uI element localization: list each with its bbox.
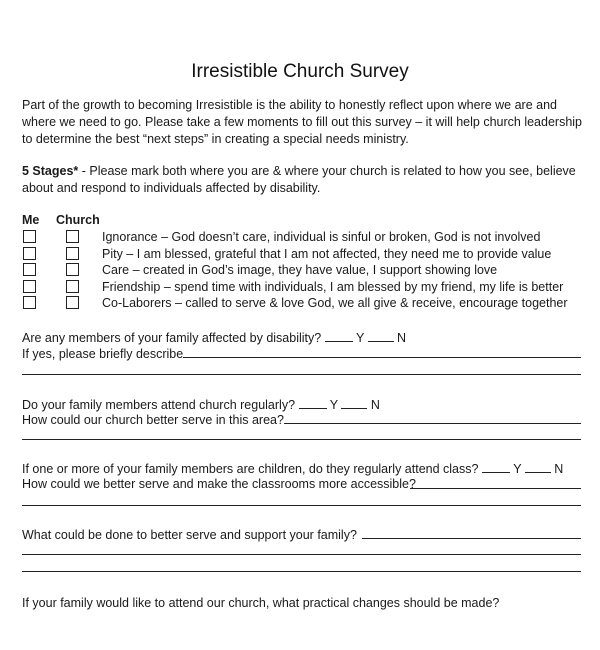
stage-label: Friendship – spend time with individuals, I am blessed by my friend, my life is better [102, 280, 564, 294]
me-checkbox[interactable] [23, 296, 36, 309]
yes-label: Y [355, 331, 365, 345]
yes-label: Y [329, 398, 338, 412]
column-header-church: Church [56, 213, 100, 227]
answer-line[interactable] [22, 374, 581, 375]
page-title: Irresistible Church Survey [191, 61, 409, 82]
stage-row [0, 246, 600, 262]
yes-blank[interactable] [325, 329, 353, 342]
church-checkbox[interactable] [66, 296, 79, 309]
question-describe: If yes, please briefly describe [22, 347, 184, 361]
answer-line[interactable] [284, 423, 581, 424]
stages-instructions [22, 163, 592, 197]
answer-line[interactable] [183, 357, 581, 358]
stage-label: Co-Laborers – called to serve & love God, we all give & receive, encourage together [102, 296, 568, 310]
stage-label: Ignorance – God doesn’t care, individual is sinful or broken, God is not involved [102, 230, 541, 244]
question-serve-area: How could our church better serve in this area? [22, 413, 284, 427]
answer-line[interactable] [22, 505, 581, 506]
question-text: Do your family members attend church regularly? [22, 398, 296, 412]
yes-blank[interactable] [482, 460, 510, 473]
answer-line[interactable] [410, 488, 581, 489]
no-label: N [554, 462, 564, 476]
column-header-me: Me [22, 213, 40, 227]
no-label: N [370, 398, 380, 412]
church-checkbox[interactable] [66, 280, 79, 293]
no-blank[interactable] [368, 329, 394, 342]
question-attend-class [22, 460, 563, 477]
church-checkbox[interactable] [66, 230, 79, 243]
no-label: N [397, 331, 407, 345]
stage-label: Pity – I am blessed, grateful that I am not affected, they need me to provide value [102, 247, 552, 261]
no-blank[interactable] [341, 396, 367, 409]
answer-line[interactable] [22, 439, 581, 440]
intro-paragraph: Part of the growth to becoming Irresistible is the ability to honestly reflect upon where we are and where we need to go. Please take a few moments to fill out this survey – it will help church leadership to determine the best “next steps” in creating a special needs ministry. [22, 98, 583, 146]
question-practical-changes: If your family would like to attend our church, what practical changes should be made? [22, 596, 500, 610]
stage-row [0, 279, 600, 295]
church-checkbox[interactable] [66, 247, 79, 260]
question-classrooms: How could we better serve and make the classrooms more accessible? [22, 477, 416, 491]
question-attend-church [22, 396, 380, 413]
answer-line[interactable] [22, 554, 581, 555]
me-checkbox[interactable] [23, 280, 36, 293]
question-text: Are any members of your family affected by disability? [22, 331, 322, 345]
stage-label: Care – created in God’s image, they have value, I support showing love [102, 263, 498, 277]
yes-blank[interactable] [299, 396, 327, 409]
stage-row [0, 262, 600, 278]
me-checkbox[interactable] [23, 263, 36, 276]
question-text: If one or more of your family members are children, do they regularly attend class? [22, 462, 479, 476]
question-support-family: What could be done to better serve and support your family? [22, 528, 357, 542]
stages-label: 5 Stages* [22, 164, 79, 178]
me-checkbox[interactable] [23, 247, 36, 260]
question-disability [22, 329, 406, 346]
no-blank[interactable] [525, 460, 551, 473]
yes-label: Y [513, 462, 522, 476]
church-checkbox[interactable] [66, 263, 79, 276]
answer-line[interactable] [22, 571, 581, 572]
me-checkbox[interactable] [23, 230, 36, 243]
stage-row [0, 295, 600, 311]
answer-line[interactable] [362, 538, 581, 539]
stage-row [0, 229, 600, 245]
stages-text: - Please mark both where you are & where your church is related to how you see, believe about and respond to individuals affected by disability. [22, 164, 576, 195]
